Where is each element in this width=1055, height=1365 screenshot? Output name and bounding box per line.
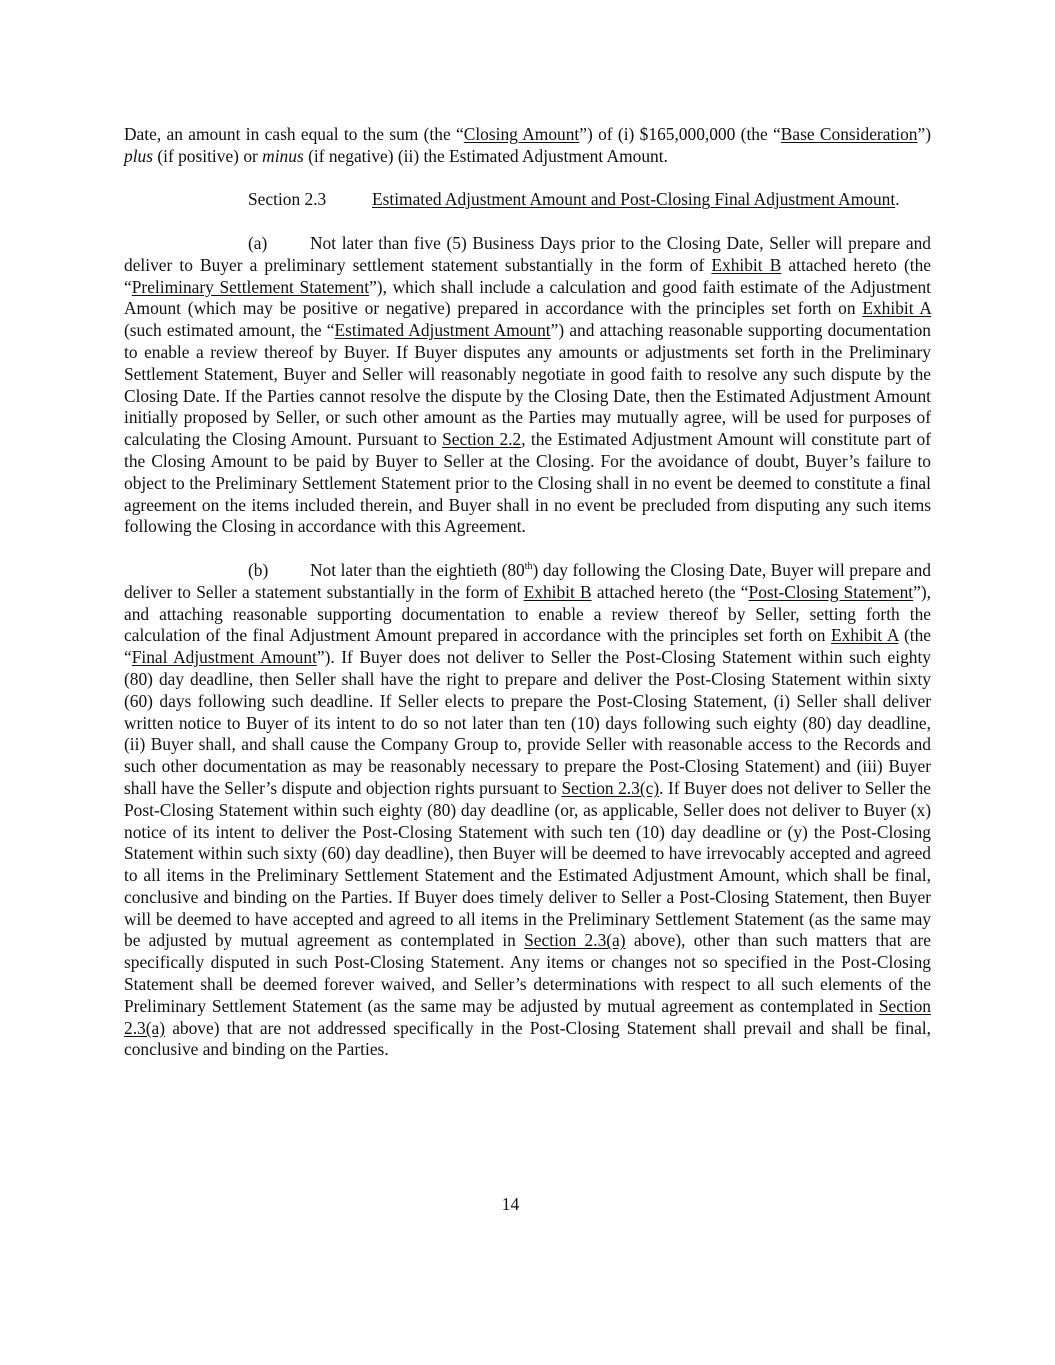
defined-term-reference: Estimated Adjustment Amount [334, 320, 551, 341]
italic-text: plus [124, 145, 153, 166]
text-run: ”) and attaching reasonable supporting documentation to enable a review thereof by Buyer. If Buyer disputes any amounts or adjustments set forth in the Preliminary Settlement Statement, Buyer and Seller will reasonably negotiate in good faith to resolve any such dispute by the Closing Date. If the Parties cannot resolve the dispute by the Closing Date, then the Estimated Adjustment Amount initially proposed by Seller, or such other amount as the Parties may mutually agree, will be used for purposes of calculating the Closing Amount. Pursuant to [124, 320, 931, 450]
defined-term-reference: Exhibit B [711, 254, 782, 275]
text-run: th [524, 561, 533, 573]
defined-term-reference: Exhibit B [523, 581, 592, 602]
text-run: (if positive) or [153, 145, 263, 166]
defined-term-reference: Preliminary Settlement Statement [131, 276, 370, 297]
text-run: (the “ [124, 625, 931, 668]
defined-term-reference: Section 2.3(c) [561, 777, 660, 798]
text-run: Not later than the eightieth (80 [310, 559, 525, 580]
defined-term-reference: Post-Closing Statement [748, 581, 914, 602]
italic-text: minus [262, 145, 304, 166]
text-run: Not later than five (5) Business Days prior to the Closing Date, Seller will prepare and deliver to Buyer a preliminary settlement statement substantially in the form of [124, 232, 931, 275]
section-title [372, 189, 900, 209]
defined-term-reference: Section 2.3(a) [524, 930, 626, 951]
text-run: above) that are not addressed specifically in the Post-Closing Statement shall prevail and shall be final, conclusive and binding on the Parties. [124, 1017, 931, 1060]
text-run: ”), which shall include a calculation and good faith estimate of the Adjustment Amount (which may be positive or negative) prepared in accordance with the principles set forth on [124, 276, 931, 319]
document-page [124, 124, 931, 1083]
text-run: . If Buyer does not deliver to Seller the Post-Closing Statement within such eighty (80) day deadline (or, as applicable, Seller does not deliver to Buyer (x) notice of its intent to deliver the Post-Closing Statement with such ten (10) day deadline or (y) the Post-Closing Statement within such sixty (60) day deadline), then Buyer will be deemed to have irrevocably accepted and agreed to all items in the Preliminary Settlement Statement and the Estimated Adjustment Amount, which shall be final, conclusive and binding on the Parties. If Buyer does timely deliver to Seller a Post-Closing Statement, then Buyer will be deemed to have accepted and agreed to all items in the Preliminary Settlement Statement (as the same may be adjusted by mutual agreement as contemplated in [124, 777, 931, 951]
defined-term-reference: Section 2.2 [442, 429, 522, 450]
defined-term-reference: Exhibit A [831, 625, 899, 646]
text-run: , the Estimated Adjustment Amount will constitute part of the Closing Amount to be paid by Buyer to Seller at the Closing. For the avoidance of doubt, Buyer’s failure to object to the Preliminary Settlement Statement prior to the Closing shall in no event be deemed to constitute a final agreement on the items included therein, and Buyer shall in no event be precluded from disputing any such items following the Closing in accordance with this Agreement. [124, 429, 932, 537]
defined-term-reference: Estimated Adjustment Amount and Post-Closing Final Adjustment Amount [372, 189, 896, 210]
paragraph-label: (b) [248, 559, 269, 580]
intro-paragraph [124, 124, 931, 168]
text-run: Date, an amount in cash equal to the sum (the “ [124, 124, 464, 144]
text-run: . [895, 189, 900, 210]
text-run: above), other than such matters that are specifically disputed in such Post-Closing Statement. Any items or changes not so specified in the Post-Closing Statement shall be deemed forever waived, and Seller’s determinations with respect to all such elements of the Preliminary Settlement Statement (as the same may be adjusted by mutual agreement as contemplated in [124, 930, 931, 1016]
paragraph-body [124, 233, 931, 536]
paragraph-label: (a) [248, 232, 268, 253]
defined-term-reference: Exhibit A [862, 298, 931, 319]
paragraph-a [124, 233, 931, 538]
defined-term-reference: Section 2.3(a) [124, 995, 931, 1038]
paragraph-body [124, 560, 931, 1060]
section-heading [124, 189, 931, 211]
text-run: ) day following the Closing Date, Buyer will prepare and deliver to Seller a statement substantially in the form of [124, 559, 932, 602]
text-run: attached hereto (the “ [591, 581, 749, 602]
text-run: ”) [917, 124, 931, 144]
defined-term-reference: Base Consideration [780, 124, 918, 144]
defined-term-reference: Final Adjustment Amount [131, 647, 317, 668]
text-run: ”) of (i) $165,000,000 (the “ [579, 124, 781, 144]
text-run: ”). If Buyer does not deliver to Seller the Post-Closing Statement within such eighty (80) day deadline, then Seller shall have the right to prepare and deliver the Post-Closing Statement within sixty (60) days following such deadline. If Seller elects to prepare the Post-Closing Statement, (i) Seller shall deliver written notice to Buyer of its intent to do so not later than ten (10) days following such eighty (80) day deadline, (ii) Buyer shall, and shall cause the Company Group to, provide Seller with reasonable access to the Records and such other documentation as may be reasonably necessary to prepare the Post-Closing Statement) and (iii) Buyer shall have the Seller’s dispute and objection rights pursuant to [124, 647, 931, 798]
paragraph-b [124, 560, 931, 1061]
text-run: (if negative) (ii) the Estimated Adjustment Amount. [303, 145, 668, 166]
text-run: (such estimated amount, the “ [124, 320, 335, 341]
text-run: attached hereto (the “ [124, 254, 931, 297]
text-run: ”), and attaching reasonable supporting documentation to enable a review thereof by Seller, setting forth the calculation of the final Adjustment Amount prepared in accordance with the principles set forth on [124, 581, 932, 646]
section-number: Section 2.3 [248, 189, 327, 210]
page-number: 14 [501, 1194, 520, 1214]
defined-term-reference: Closing Amount [463, 124, 580, 144]
